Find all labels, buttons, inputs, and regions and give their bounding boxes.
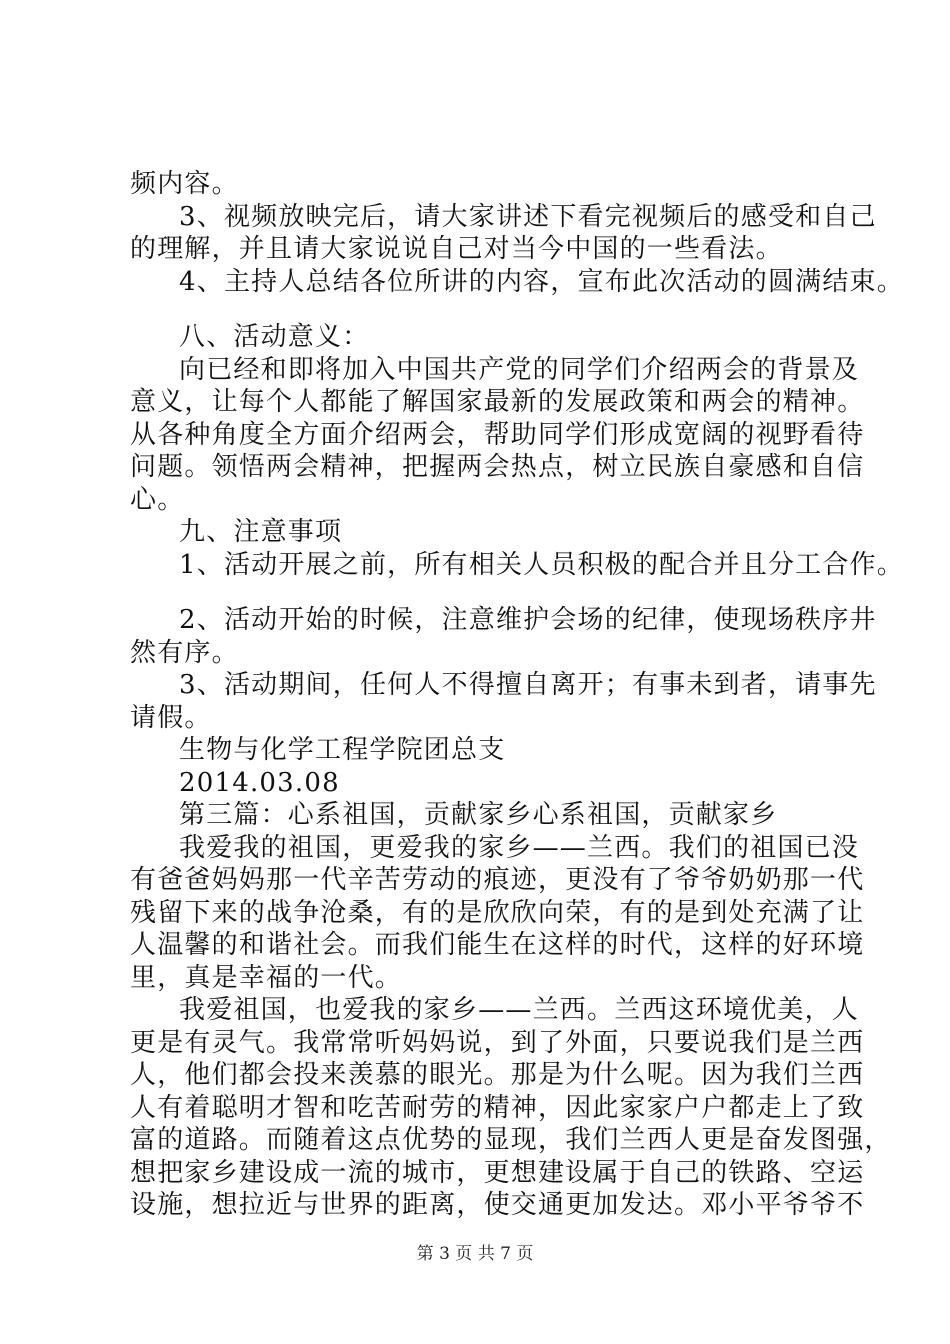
paragraph-gap: [130, 581, 860, 604]
page-number-label: 第 3 页 共 7 页: [416, 1244, 534, 1264]
text-line: 从各种角度全方面介绍两会，帮助同学们形成宽阔的视野看待: [130, 419, 865, 450]
paragraph-gap: [130, 298, 860, 321]
text-line: 我爱祖国，也爱我的家乡——兰西。兰西这环境优美，人: [179, 995, 860, 1025]
text-line: 人，他们都会投来羡慕的眼光。那是为什么呢。因为我们兰西: [130, 1060, 865, 1090]
text-line: 频内容。: [130, 169, 239, 199]
text-line: 残留下来的战争沧桑，有的是欣欣向荣，有的是到处充满了让: [130, 897, 865, 928]
text-line: 3、视频放映完后，请大家讲述下看完视频后的感受和自己: [179, 201, 877, 232]
text-line: 更是有灵气。我常常听妈妈说，到了外面，只要说我们是兰西: [130, 1027, 865, 1058]
text-line: 人温馨的和谐社会。而我们能生在这样的时代，这样的好环境: [130, 930, 865, 960]
document-body: [130, 168, 904, 1222]
section-heading: 九、注意事项: [179, 517, 343, 547]
text-line: 4、主持人总结各位所讲的内容，宣布此次活动的圆满结束。: [179, 266, 904, 297]
signature-org: 生物与化学工程学院团总支: [179, 735, 506, 765]
text-line: 的理解，并且请大家说说自己对当今中国的一些看法。: [130, 234, 783, 264]
text-line: 我爱我的祖国，更爱我的家乡——兰西。我们的祖国已没: [179, 832, 860, 863]
text-line: 1、活动开展之前，所有相关人员积极的配合并且分工合作。: [179, 549, 904, 580]
text-line: 问题。领悟两会精神，把握两会热点，树立民族自豪感和自信: [130, 452, 865, 482]
section-heading: 八、活动意义：: [179, 322, 370, 352]
signature-date: 2014.03.08: [179, 767, 340, 798]
text-line: 2、活动开始的时候，注意维护会场的纪律，使现场秩序井: [179, 605, 877, 635]
text-line: 人有着聪明才智和吃苦耐劳的精神，因此家家户户都走上了致: [130, 1092, 865, 1123]
text-line: 富的道路。而随着这点优势的显现，我们兰西人更是奋发图强，: [130, 1125, 892, 1155]
text-line: 向已经和即将加入中国共产党的同学们介绍两会的背景及: [179, 354, 860, 385]
text-line: 然有序。: [130, 637, 239, 668]
chapter-title: 第三篇：心系祖国，贡献家乡心系祖国，贡献家乡: [179, 800, 778, 830]
text-line: 请假。: [130, 702, 212, 733]
text-line: 设施，想拉近与世界的距离，使交通更加发达。邓小平爷爷不: [130, 1190, 865, 1220]
text-line: 想把家乡建设成一流的城市，更想建设属于自己的铁路、空运: [130, 1157, 865, 1188]
page-footer: [0, 1243, 950, 1265]
text-line: 意义，让每个人都能了解国家最新的发展政策和两会的精神。: [130, 387, 865, 417]
text-line: 3、活动期间，任何人不得擅自离开；有事未到者，请事先: [179, 670, 877, 700]
text-line: 里，真是幸福的一代。: [130, 962, 403, 993]
text-line: 有爸爸妈妈那一代辛苦劳动的痕迹，更没有了爷爷奶奶那一代: [130, 865, 865, 895]
text-line: 心。: [130, 484, 185, 515]
